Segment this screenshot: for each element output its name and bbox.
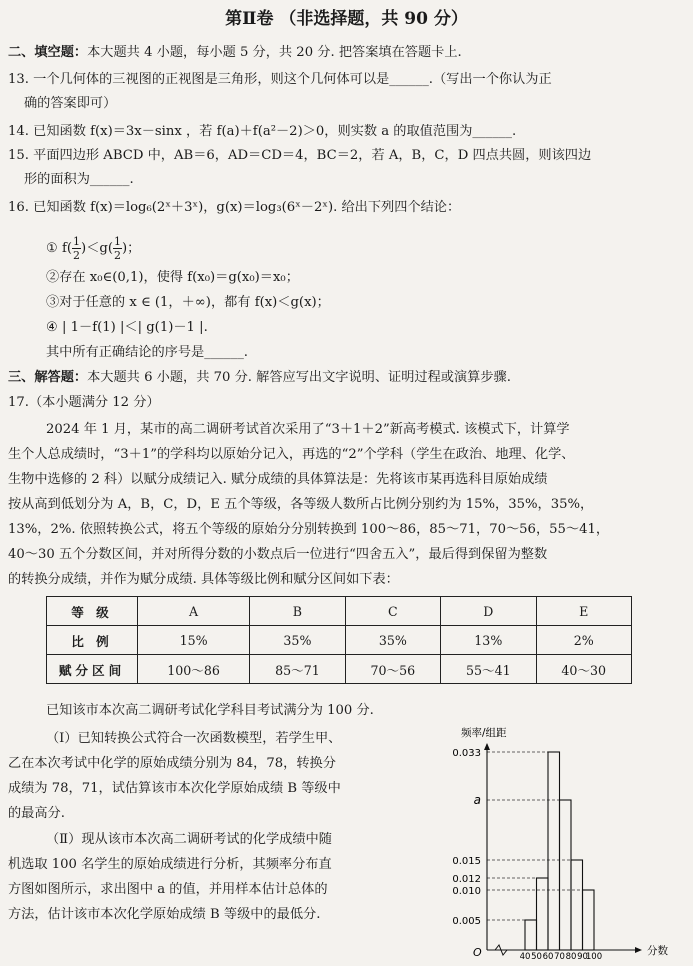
- section3-text: 本大题共 6 小题，共 70 分. 解答应写出文字说明、证明过程或演算步骤.: [87, 370, 511, 385]
- c1-suffix: )；: [121, 241, 141, 256]
- q17-p1-line: 40～30 五个分数区间，并对所得分数的小数点后一位进行“四舍五入”，最后得到保留为整数: [8, 547, 548, 562]
- q17-p1-line: 的转换分成绩，并作为赋分成绩. 具体等级比例和赋分区间如下表：: [8, 572, 399, 587]
- x-tick-label: 80: [565, 952, 577, 962]
- table-cell: 15%: [138, 626, 250, 655]
- histogram-bar: [583, 890, 595, 950]
- fraction-denominator: 2: [113, 249, 121, 262]
- y-tick-label: a: [473, 793, 481, 807]
- y-axis-label: 频率/组距: [461, 727, 507, 739]
- x-tick-label: 100: [585, 952, 603, 962]
- y-tick-label: 0.015: [452, 856, 481, 867]
- histogram-bar: [537, 878, 549, 950]
- c1-mid: )＜g(: [81, 241, 113, 256]
- table-cell: 55～41: [441, 655, 536, 684]
- table-row: [47, 655, 632, 684]
- table-cell: B: [250, 597, 345, 626]
- c1-prefix: ① f(: [46, 241, 73, 256]
- section3-instructions: [8, 369, 511, 387]
- histogram-bar: [560, 800, 572, 950]
- q17-p2: 已知该市本次高二调研考试化学科目考试满分为 100 分.: [46, 703, 374, 718]
- q15-line1: 15. 平面四边形 ABCD 中，AB＝6，AD＝CD＝4，BC＝2，若 A，B，C，D 四点共圆，则该四边: [8, 148, 592, 163]
- q17-part1-line: （Ⅰ）已知转换公式符合一次函数模型，若学生甲、: [46, 731, 342, 746]
- fraction-numerator: 1: [113, 235, 121, 248]
- table-cell: 35%: [345, 626, 440, 655]
- table-row-head: 赋分区间: [47, 655, 138, 684]
- q14-line1: 14. 已知函数 f(x)＝3x－sinx ，若 f(a)＋f(a²－2)＞0，则实数 a 的取值范围为______.: [8, 124, 517, 139]
- table-cell: 70～56: [345, 655, 440, 684]
- q17-part1-line: 的最高分.: [8, 806, 65, 821]
- q17-head: 17.（本小题满分 12 分）: [8, 395, 160, 410]
- fraction: [72, 235, 81, 262]
- y-tick-label: 0.010: [452, 886, 481, 897]
- q17-part2-line: 方法，估计该市本次化学原始成绩 B 等级中的最低分.: [8, 907, 321, 922]
- q15-line2: 形的面积为______.: [24, 172, 134, 187]
- table-row: [47, 597, 632, 626]
- q17-part1-line: 成绩为 78，71，试估算该市本次化学原始成绩 B 等级中: [8, 781, 341, 796]
- table-row-head: 比 例: [47, 626, 138, 655]
- histogram-bar: [525, 920, 537, 950]
- origin-label: O: [473, 946, 482, 959]
- table-cell: 35%: [250, 626, 345, 655]
- q13-line2: 确的答案即可）: [24, 96, 117, 111]
- frequency-histogram: [425, 722, 687, 962]
- x-tick-label: 60: [542, 952, 554, 962]
- q13-line1: 13. 一个几何体的三视图的正视图是三角形，则这个几何体可以是______.（写出一个你认为正: [8, 72, 552, 87]
- q16-conclusion-2: ②存在 x₀∈(0,1)，使得 f(x₀)＝g(x₀)＝x₀；: [46, 270, 299, 285]
- table-cell: D: [441, 597, 536, 626]
- q16-ask: 其中所有正确结论的序号是______.: [46, 345, 249, 360]
- q16-line1: 16. 已知函数 f(x)＝log₆(2ˣ＋3ˣ)，g(x)＝log₃(6ˣ－2ˣ). 给出下列四个结论：: [8, 200, 461, 215]
- y-axis-arrow: [484, 743, 490, 750]
- section2-head: 二、填空题：: [8, 45, 88, 60]
- histogram-bar: [548, 752, 560, 950]
- section2-text: 本大题共 4 小题，每小题 5 分，共 20 分. 把答案填在答题卡上.: [87, 45, 462, 60]
- table-cell: 40～30: [536, 655, 631, 684]
- q17-part2-line: （Ⅱ）现从该市本次高二调研考试的化学成绩中随: [46, 832, 332, 847]
- fraction-numerator: 1: [73, 235, 81, 248]
- x-tick-label: 70: [554, 952, 565, 962]
- y-tick-label: 0.012: [452, 874, 481, 885]
- histogram-bar: [571, 860, 583, 950]
- q17-part1-line: 乙在本次考试中化学的原始成绩分别为 84，78，转换分: [8, 756, 336, 771]
- section2-instructions: [8, 44, 462, 62]
- q17-p1-line: 按从高到低划分为 A，B，C，D，E 五个等级，各等级人数所占比例分别约为 15%，35%，35%，: [8, 497, 594, 512]
- grade-table: [46, 596, 632, 684]
- q16-conclusion-1: [46, 235, 140, 262]
- q17-p1-line: 生个人总成绩时，“3＋1”的学科均以原始分记入，再选的“2”个学科（学生在政治、地理、化学、: [8, 447, 575, 462]
- table-cell: C: [345, 597, 440, 626]
- x-tick-label: 90: [577, 952, 588, 962]
- section3-head: 三、解答题：: [8, 370, 88, 385]
- q17-p1-line: 13%，2%. 依照转换公式，将五个等级的原始分分别转换到 100～86，85～71，70～56，55～41，: [8, 522, 610, 537]
- table-cell: A: [138, 597, 250, 626]
- y-tick-label: 0.033: [452, 748, 481, 759]
- q17-p1-line: 生物中选修的 2 科）以赋分成绩记入. 赋分成绩的具体算法是：先将该市某再选科目原始成绩: [8, 472, 548, 487]
- fraction-denominator: 2: [73, 249, 81, 262]
- q17-part2-line: 机选取 100 名学生的原始成绩进行分析，其频率分布直: [8, 857, 332, 872]
- table-cell: 13%: [441, 626, 536, 655]
- table-cell: 2%: [536, 626, 631, 655]
- q16-conclusion-3: ③对于任意的 x ∈ (1，＋∞)，都有 f(x)＜g(x)；: [46, 295, 330, 310]
- fraction: [113, 235, 122, 262]
- section-title: 第Ⅱ卷 （非选择题，共 90 分）: [225, 9, 468, 29]
- q17-part2-line: 方图如图所示，求出图中 a 的值，并用样本估计总体的: [8, 882, 328, 897]
- x-axis-arrow: [635, 947, 642, 953]
- table-row: [47, 626, 632, 655]
- table-cell: 100～86: [138, 655, 250, 684]
- x-axis-label: 分数: [647, 945, 668, 957]
- table-cell: E: [536, 597, 631, 626]
- table-cell: 85～71: [250, 655, 345, 684]
- q16-conclusion-4: ④ | 1－f(1) |＜| g(1)－1 |.: [46, 320, 208, 335]
- x-tick-label: 50: [531, 952, 542, 962]
- x-tick-label: 40: [519, 952, 531, 962]
- y-tick-label: 0.005: [452, 916, 481, 927]
- table-row-head: 等 级: [47, 597, 138, 626]
- q17-p1-line: 2024 年 1 月，某市的高二调研考试首次采用了“3＋1＋2”新高考模式. 该模式下，计算学: [46, 422, 570, 437]
